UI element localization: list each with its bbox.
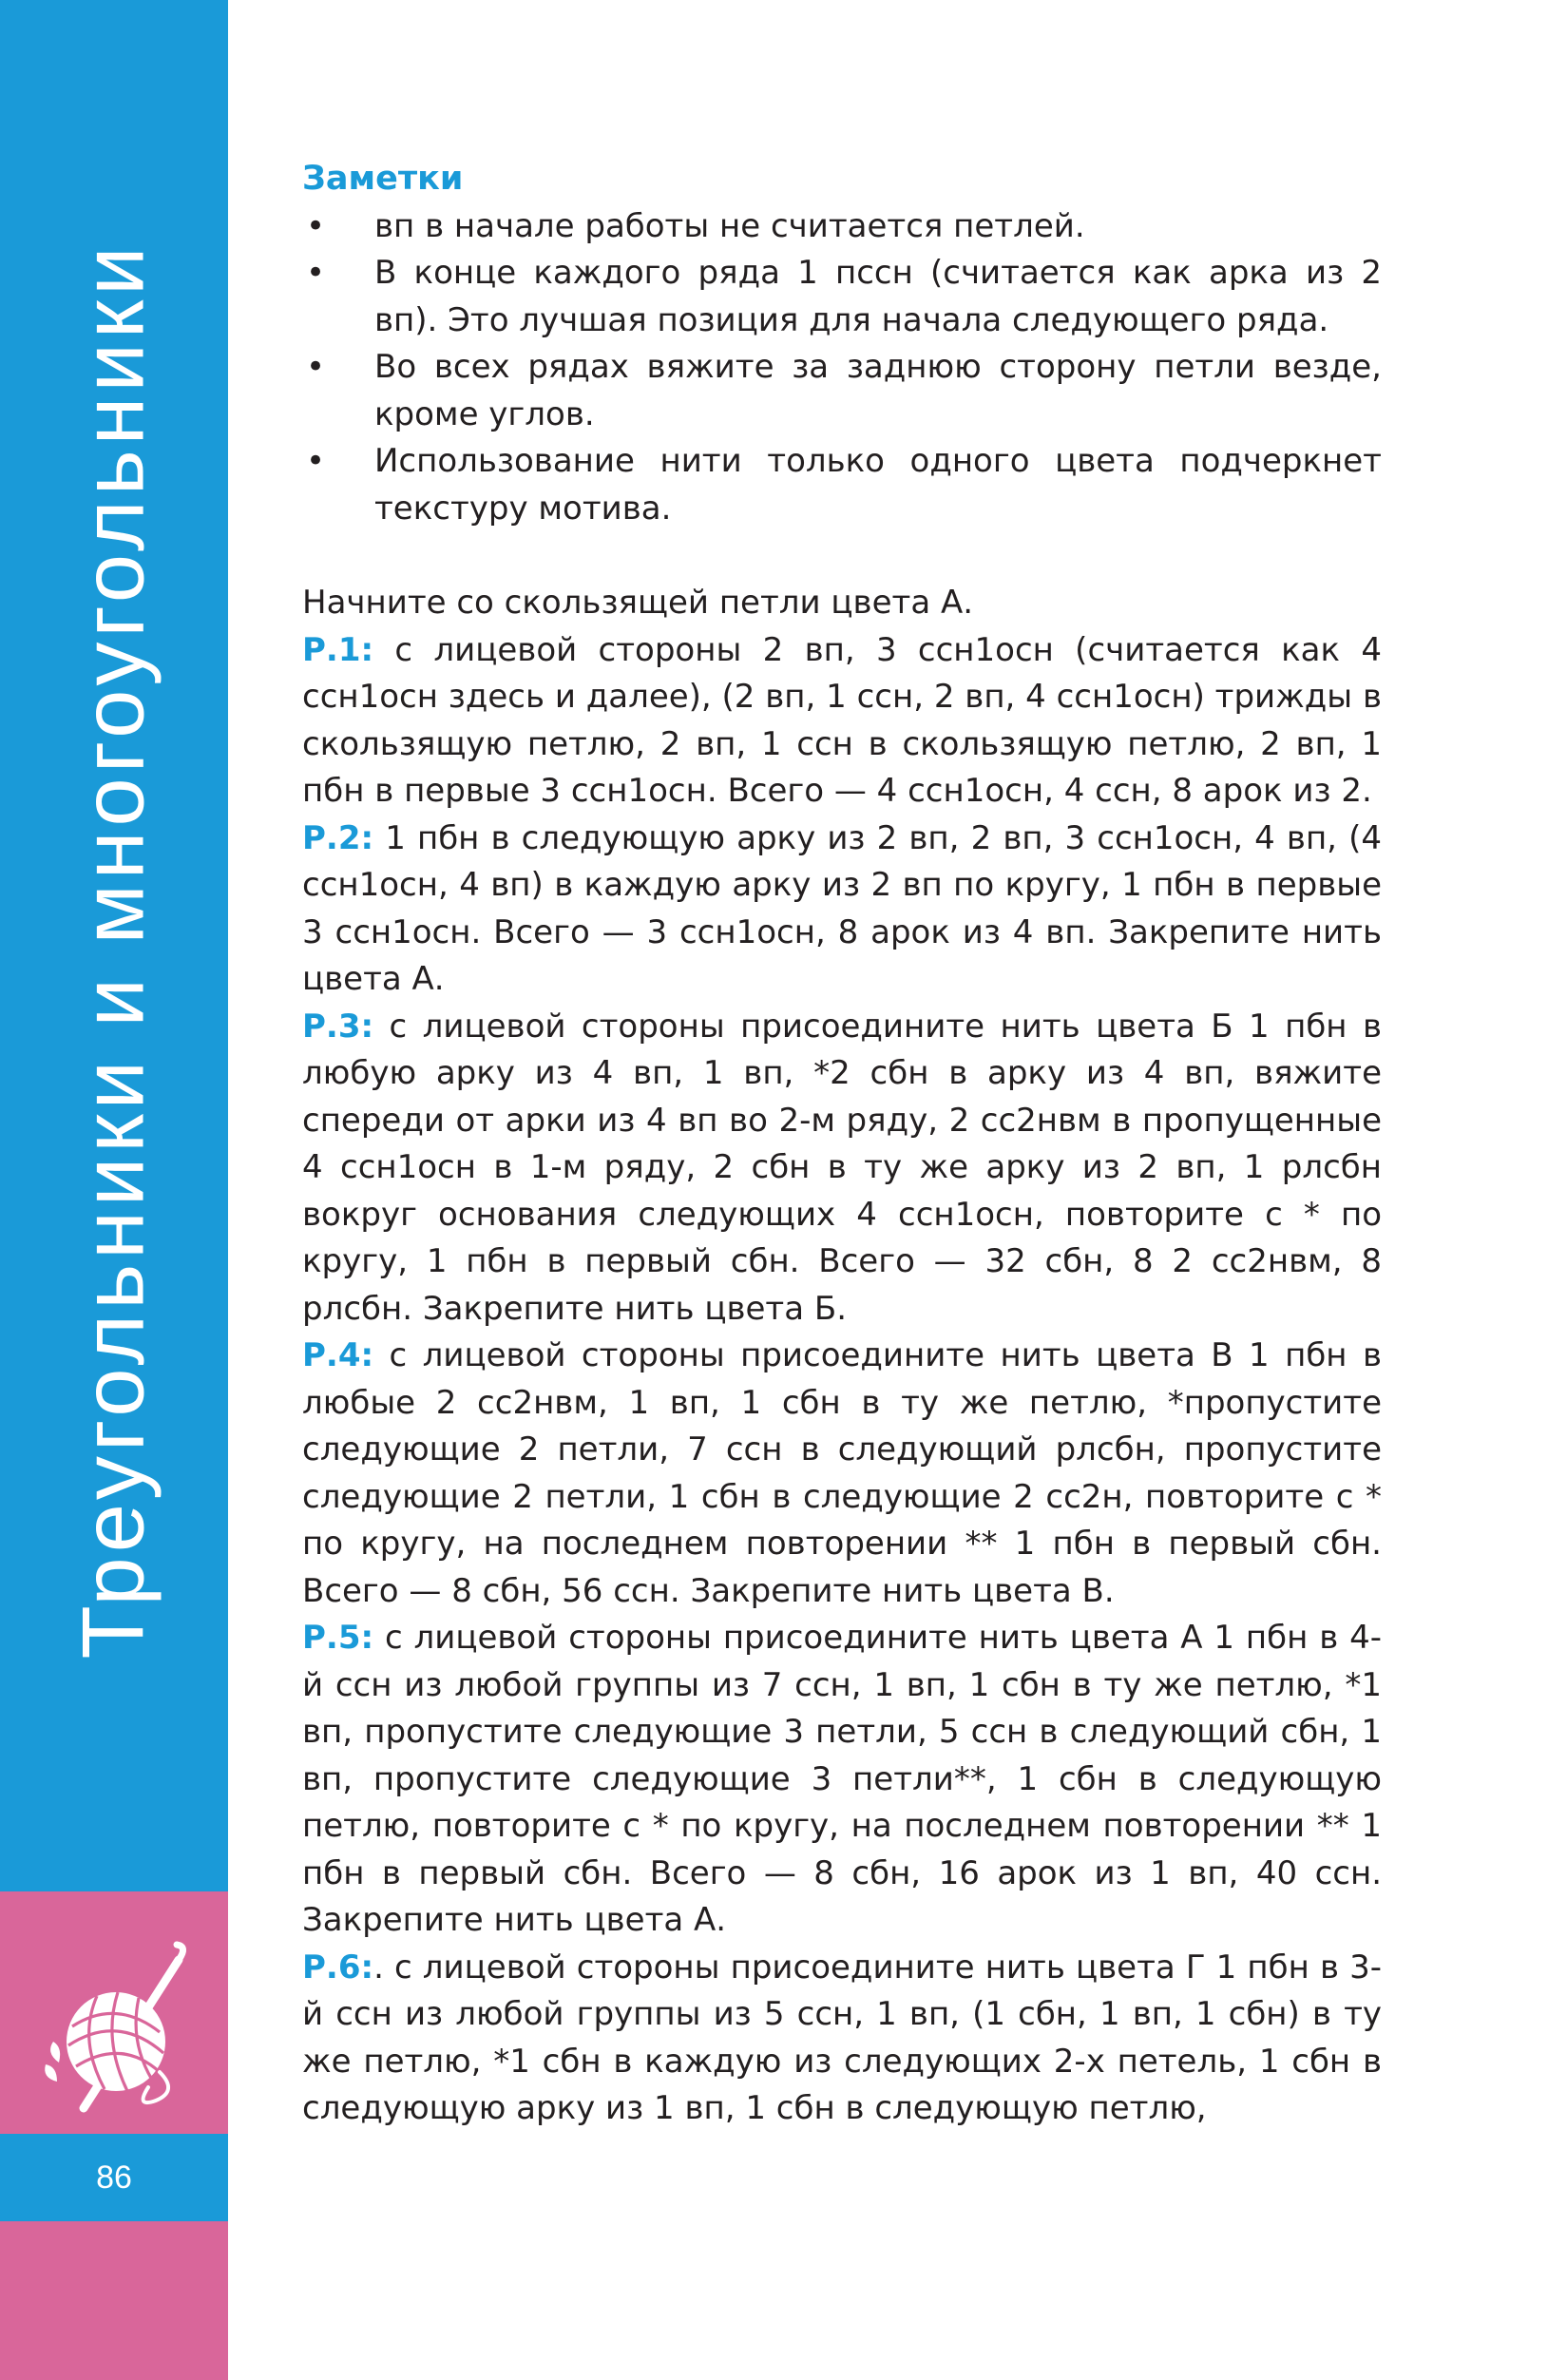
bullet-icon: • xyxy=(306,254,326,292)
row-3-paragraph: Р.3: с лицевой стороны присоедините нить цвета Б 1 пбн в любую арку из 4 вп, 1 вп, *2 сбн в арку из 4 вп, вяжите спереди от арки из 4 вп во 2-м ряду, 2 сс2нвм в пропущенные 4 ссн1осн в 1-м ряду, 2 сбн в ту же арку из 2 вп, 1 рлсбн вокруг основания следующих 4 ссн1осн, повторите с * по кругу, 1 пбн в первый сбн. Всего — 32 сбн, 8 2 сс2нвм, 8 рлсбн. Закрепите нить цвета Б. xyxy=(302,1007,1382,1328)
list-item: • В конце каждого ряда 1 пссн (считается как арка из 2 вп). Это лучшая позиция для начала следующего ряда. xyxy=(302,250,1382,344)
row-label: Р.3: xyxy=(302,1007,374,1046)
yarn-ball-crochet-hook-icon xyxy=(38,1939,200,2120)
bullet-icon: • xyxy=(306,442,326,480)
list-item: • Во всех рядах вяжите за заднюю сторону петли везде, кроме углов. xyxy=(302,344,1382,438)
section-title: Треугольники и многоугольники xyxy=(65,241,162,1660)
row-2-paragraph: Р.2: 1 пбн в следующую арку из 2 вп, 2 вп, 3 ссн1осн, 4 вп, (4 ссн1осн, 4 вп) в каждую арку из 2 вп по кругу, 1 пбн в первые 3 ссн1осн. Всего — 3 ссн1осн, 8 арок из 4 вп. Закрепите нить цвета А. xyxy=(302,818,1382,998)
intro-paragraph: Начните со скользящей петли цвета А. xyxy=(302,584,974,622)
row-label: Р.5: xyxy=(302,1619,374,1657)
list-item: • вп в начале работы не считается петлей. xyxy=(302,203,1382,251)
page-number: 86 xyxy=(96,2159,132,2196)
row-label: Р.4: xyxy=(302,1336,374,1374)
list-item: • Использование нити только одного цвета подчеркнет текстуру мотива. xyxy=(302,438,1382,532)
row-label: Р.1: xyxy=(302,630,374,669)
notes-heading: Заметки xyxy=(302,160,464,198)
row-4-paragraph: Р.4: с лицевой стороны присоедините нить цвета В 1 пбн в любые 2 сс2нвм, 1 вп, 1 сбн в ту же петлю, *пропустите следующие 2 петли, 7 ссн в следующий рлсбн, пропустите следующие 2 петли, 1 сбн в следующие 2 сс2н, повторите с * по кругу, на последнем повторении ** 1 пбн в первый сбн. Всего — 8 сбн, 56 ссн. Закрепите нить цвета В. xyxy=(302,1336,1382,1610)
row-label: Р.6: xyxy=(302,1948,374,1987)
notes-list xyxy=(302,203,1382,533)
bullet-icon: • xyxy=(306,206,326,245)
bullet-icon: • xyxy=(306,348,326,386)
pattern-text xyxy=(302,156,1382,2133)
row-label: Р.2: xyxy=(302,818,374,857)
spacer xyxy=(302,532,1382,580)
row-1-paragraph: Р.1: с лицевой стороны 2 вп, 3 ссн1осн (считается как 4 ссн1осн здесь и далее), (2 вп, 1 ссн, 2 вп, 4 ссн1осн) трижды в скользящую петлю, 2 вп, 1 ссн в скользящую петлю, 2 вп, 1 пбн в первые 3 ссн1осн. Всего — 4 ссн1осн, 4 ссн, 8 арок из 2. xyxy=(302,630,1382,810)
row-6-paragraph: Р.6:. с лицевой стороны присоедините нить цвета Г 1 пбн в 3-й ссн из любой группы из 5 ссн, 1 вп, (1 сбн, 1 вп, 1 сбн) в ту же петлю, *1 сбн в каждую из следующих 2-х петель, 1 сбн в следующую арку из 1 вп, 1 сбн в следующую петлю, xyxy=(302,1948,1382,2127)
row-5-paragraph: Р.5: с лицевой стороны присоедините нить цвета А 1 пбн в 4-й ссн из любой группы из 7 ссн, 1 вп, 1 сбн в ту же петлю, *1 вп, пропустите следующие 3 петли, 5 ссн в следующий сбн, 1 вп, пропустите следующие 3 петли**, 1 сбн в следующую петлю, повторите с * по кругу, на последнем повторении ** 1 пбн в первый сбн. Всего — 8 сбн, 16 арок из 1 вп, 40 ссн. Закрепите нить цвета А. xyxy=(302,1619,1382,1939)
